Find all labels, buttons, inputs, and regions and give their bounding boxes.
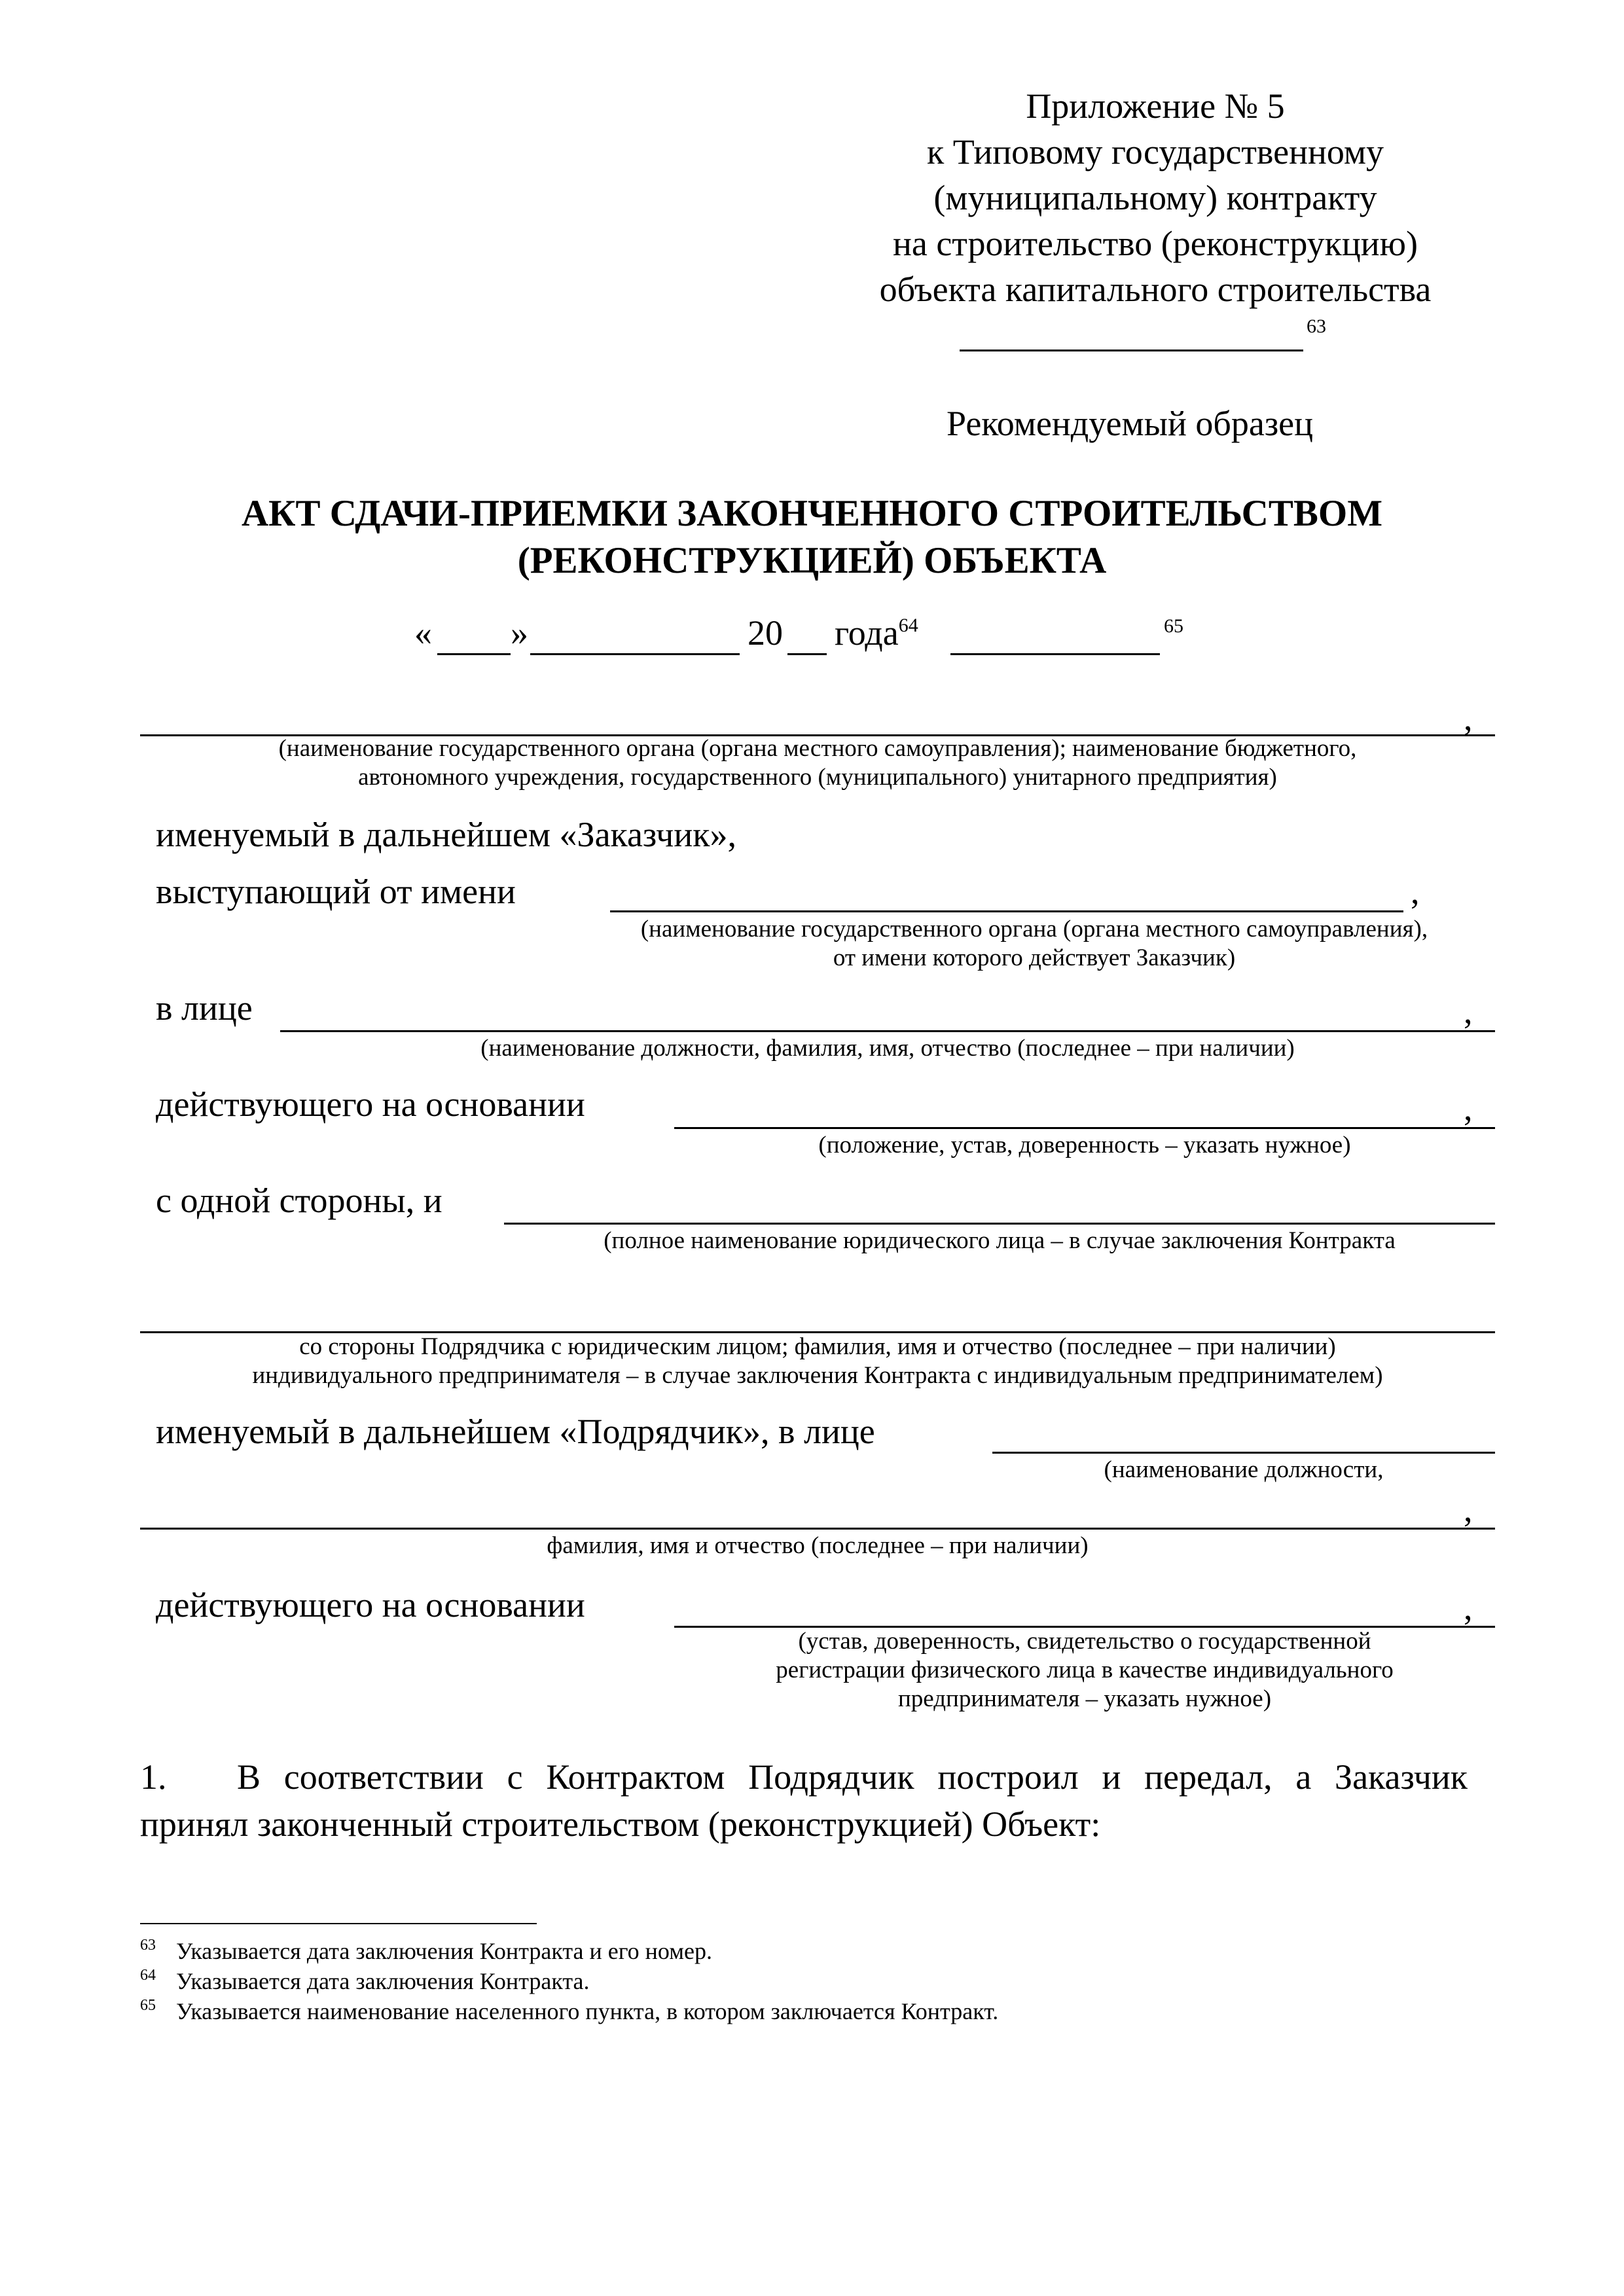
acting-basis-comma-2: , <box>1464 1588 1473 1627</box>
footnote-64 <box>140 1967 590 1996</box>
date-close-quote: » <box>511 613 528 653</box>
acting-on-behalf-label: выступающий от имени <box>156 872 516 911</box>
date-open-quote: « <box>414 613 432 653</box>
contractor-fullname-comma: , <box>1464 1490 1473 1529</box>
footnote-ref-64: 64 <box>898 615 918 636</box>
on-behalf-field[interactable] <box>610 910 1403 912</box>
footnote-65-num: 65 <box>140 1997 156 2014</box>
on-behalf-comma: , <box>1411 872 1420 911</box>
footnote-63-text: Указывается дата заключения Контракта и его номер. <box>176 1938 712 1964</box>
footnote-ref-65: 65 <box>1164 615 1183 637</box>
clause-1-number: 1. <box>140 1757 167 1797</box>
day-field[interactable] <box>437 653 511 655</box>
on-behalf-caption-2: от имени которого действует Заказчик) <box>833 944 1236 971</box>
locality-field[interactable] <box>950 653 1160 655</box>
customer-caption-2: автономного учреждения, государственного (муниципального) унитарного предприятия) <box>358 764 1277 791</box>
clause-1-line-2: принял законченный строительством (реконструкцией) Объект: <box>140 1804 1101 1844</box>
acting-basis-caption-2b: регистрации физического лица в качестве индивидуального <box>776 1657 1394 1683</box>
on-behalf-caption-1: (наименование государственного органа (органа местного самоуправления), <box>640 916 1428 942</box>
one-side-label: с одной стороны, и <box>156 1181 442 1220</box>
recommended-sample: Рекомендуемый образец <box>947 404 1314 443</box>
representative-field[interactable] <box>280 1030 1495 1032</box>
appendix-line-4: на строительство (реконструкцию) <box>892 224 1418 263</box>
customer-named-text: именуемый в дальнейшем «Заказчик», <box>156 815 736 854</box>
contractor-fullname-field[interactable] <box>140 1528 1495 1530</box>
footnote-separator <box>140 1923 537 1924</box>
acting-basis-label-2: действующего на основании <box>156 1585 585 1624</box>
appendix-line-3: (муниципальному) контракту <box>933 178 1377 217</box>
appendix-footnote-ref: 63 <box>1307 315 1326 337</box>
representative-caption: (наименование должности, фамилия, имя, отчество (последнее – при наличии) <box>480 1035 1295 1062</box>
year-prefix: 20 <box>748 613 783 653</box>
year-word-text: года <box>835 613 899 653</box>
acting-basis-caption-1: (положение, устав, доверенность – указать нужное) <box>818 1132 1351 1158</box>
footnote-64-text: Указывается дата заключения Контракта. <box>176 1968 590 1994</box>
contractor-caption-2: со стороны Подрядчика с юридическим лицом; фамилия, имя и отчество (последнее – при наличии) <box>299 1333 1336 1360</box>
year-word <box>835 612 918 655</box>
representative-comma: , <box>1464 992 1473 1031</box>
contractor-named-text: именуемый в дальнейшем «Подрядчик», в лице <box>156 1412 875 1451</box>
footnote-63 <box>140 1937 712 1965</box>
appendix-line-2: к Типовому государственному <box>926 132 1384 171</box>
contractor-caption-3: индивидуального предпринимателя – в случае заключения Контракта с индивидуальным предпринимателем) <box>252 1362 1383 1389</box>
clause-1-line-1: В соответствии с Контрактом Подрядчик построил и передал, а Заказчик <box>237 1757 1468 1797</box>
acting-basis-caption-2c: предпринимателя – указать нужное) <box>897 1685 1272 1712</box>
month-field[interactable] <box>530 653 740 655</box>
customer-comma: , <box>1464 698 1473 738</box>
footnote-64-num: 64 <box>140 1967 156 1984</box>
year-field[interactable] <box>787 653 827 655</box>
acting-basis-caption-2a: (устав, доверенность, свидетельство о государственной <box>798 1628 1371 1655</box>
contractor-name-field[interactable] <box>504 1223 1495 1225</box>
footnote-65-text: Указывается наименование населенного пункта, в котором заключается Контракт. <box>176 1998 999 2024</box>
represented-by-label: в лице <box>156 988 253 1028</box>
contractor-caption-1: (полное наименование юридического лица – в случае заключения Контракта <box>604 1227 1396 1254</box>
position-caption: (наименование должности, <box>1104 1456 1384 1483</box>
contractor-position-field[interactable] <box>992 1452 1495 1454</box>
acting-basis-field-1[interactable] <box>674 1127 1495 1129</box>
appendix-line-1: Приложение № 5 <box>1026 86 1285 126</box>
acting-basis-label-1: действующего на основании <box>156 1085 585 1124</box>
footnote-63-num: 63 <box>140 1937 156 1954</box>
appendix-line-5: объекта капитального строительства <box>879 270 1432 309</box>
acting-basis-comma-1: , <box>1464 1088 1473 1128</box>
name-caption: фамилия, имя и отчество (последнее – при наличии) <box>547 1532 1089 1559</box>
customer-caption-1: (наименование государственного органа (органа местного самоуправления); наименование бюджетного, <box>278 735 1357 762</box>
footnote-65 <box>140 1998 998 2026</box>
appendix-underline <box>960 350 1303 351</box>
document-title-line-1: АКТ СДАЧИ-ПРИЕМКИ ЗАКОНЧЕННОГО СТРОИТЕЛЬСТВОМ <box>241 493 1382 534</box>
document-title-line-2: (РЕКОНСТРУКЦИЕЙ) ОБЪЕКТА <box>517 540 1107 581</box>
